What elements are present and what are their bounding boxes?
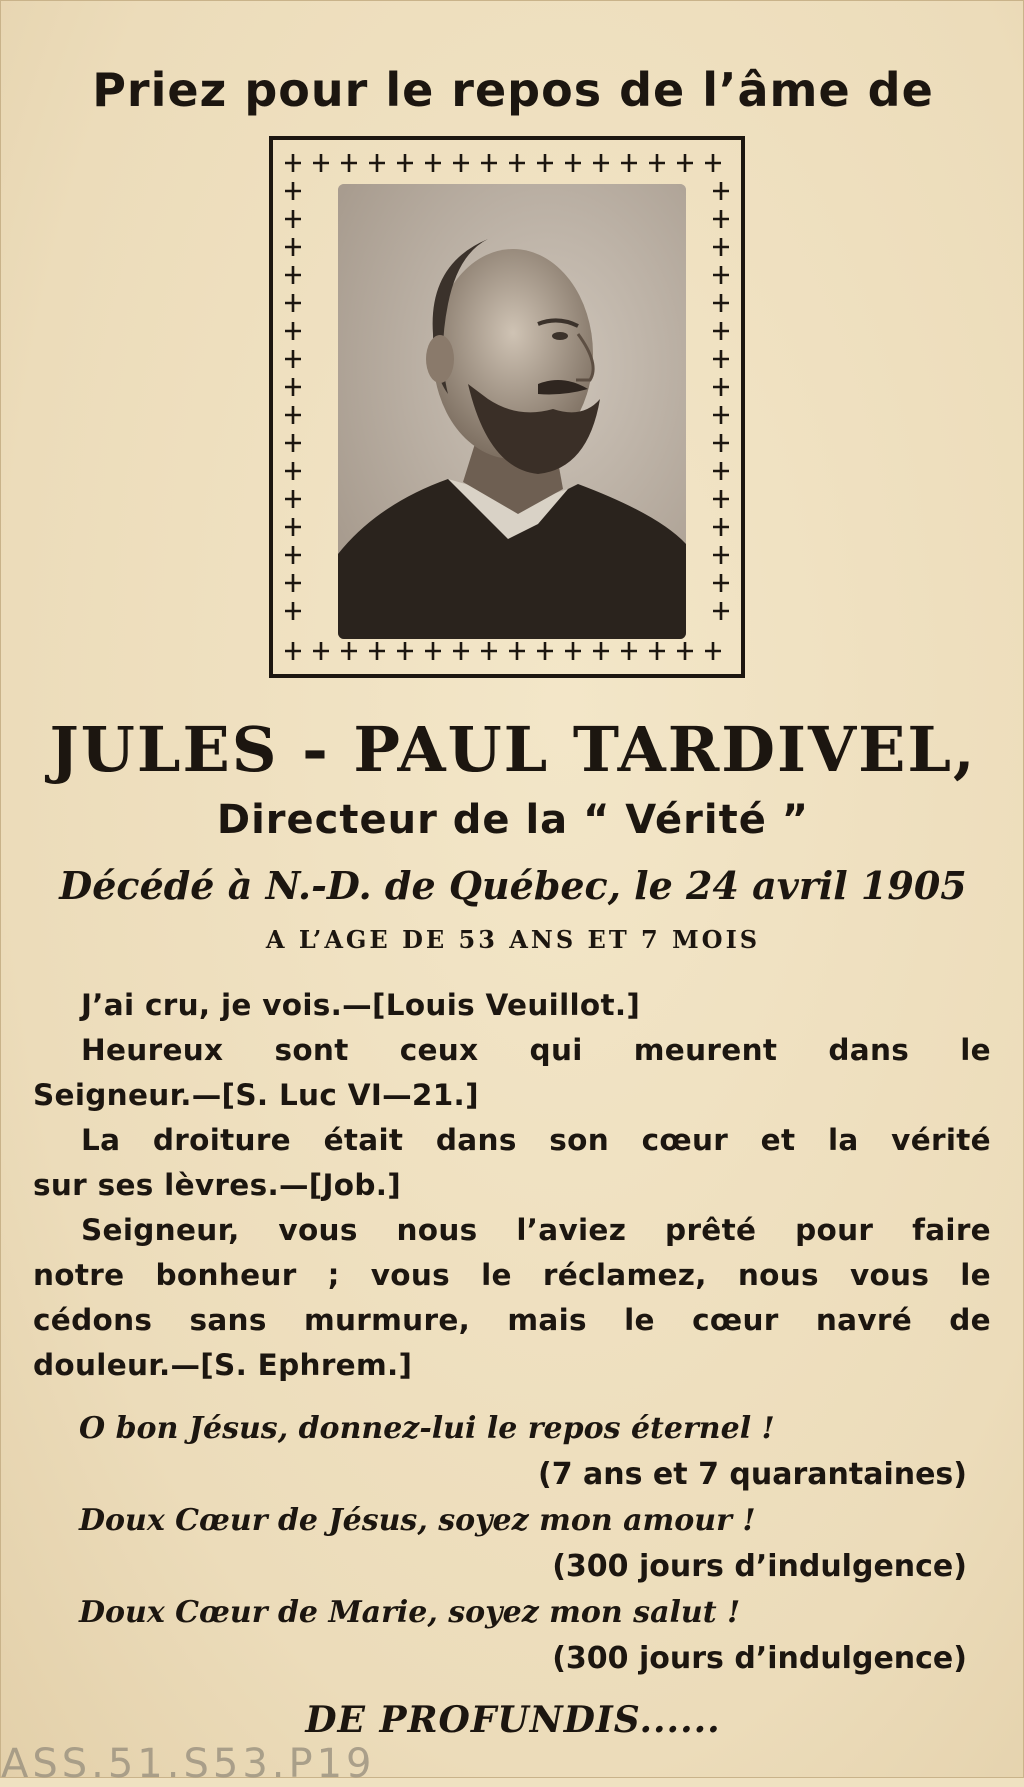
quote-line: La droiture était dans son cœur et la vérité: [81, 1123, 991, 1157]
quote-line: Heureux sont ceux qui meurent dans le: [81, 1033, 991, 1067]
portrait-photo: [338, 184, 686, 639]
subtitle: Directeur de la “ Vérité ”: [216, 797, 810, 843]
quote-line: Seigneur.—[S. Luc VI—21.]: [33, 1078, 479, 1112]
closing-line: DE PROFUNDIS......: [305, 1699, 721, 1741]
prayer-line: Doux Cœur de Jésus, soyez mon amour !: [79, 1503, 756, 1538]
heading: Priez pour le repos de l’âme de: [92, 63, 934, 117]
age-line: A L’AGE DE 53 ANS ET 7 MOIS: [265, 925, 761, 954]
quote-line: douleur.—[S. Ephrem.]: [33, 1348, 413, 1382]
indulgence-line: (300 jours d’indulgence): [552, 1549, 967, 1584]
quote-line: notre bonheur ; vous le réclamez, nous vous le: [33, 1258, 991, 1292]
quote-line: Seigneur, vous nous l’aviez prêté pour faire: [81, 1213, 991, 1247]
quote-line: sur ses lèvres.—[Job.]: [33, 1168, 402, 1202]
portrait-image: [338, 184, 686, 639]
indulgence-line: (300 jours d’indulgence): [552, 1641, 967, 1676]
archive-mark: ASS.51.S53.P19: [1, 1741, 376, 1787]
quote-line: cédons sans murmure, mais le cœur navré de: [33, 1303, 991, 1337]
quote-line: J’ai cru, je vois.—[Louis Veuillot.]: [81, 988, 641, 1022]
death-notice: Décédé à N.-D. de Québec, le 24 avril 1905: [59, 863, 967, 908]
prayer-line: Doux Cœur de Marie, soyez mon salut !: [79, 1595, 741, 1630]
prayer-line: O bon Jésus, donnez-lui le repos éternel !: [79, 1411, 775, 1446]
deceased-name: JULES - PAUL TARDIVEL,: [49, 713, 977, 786]
indulgence-line: (7 ans et 7 quarantaines): [538, 1457, 967, 1492]
